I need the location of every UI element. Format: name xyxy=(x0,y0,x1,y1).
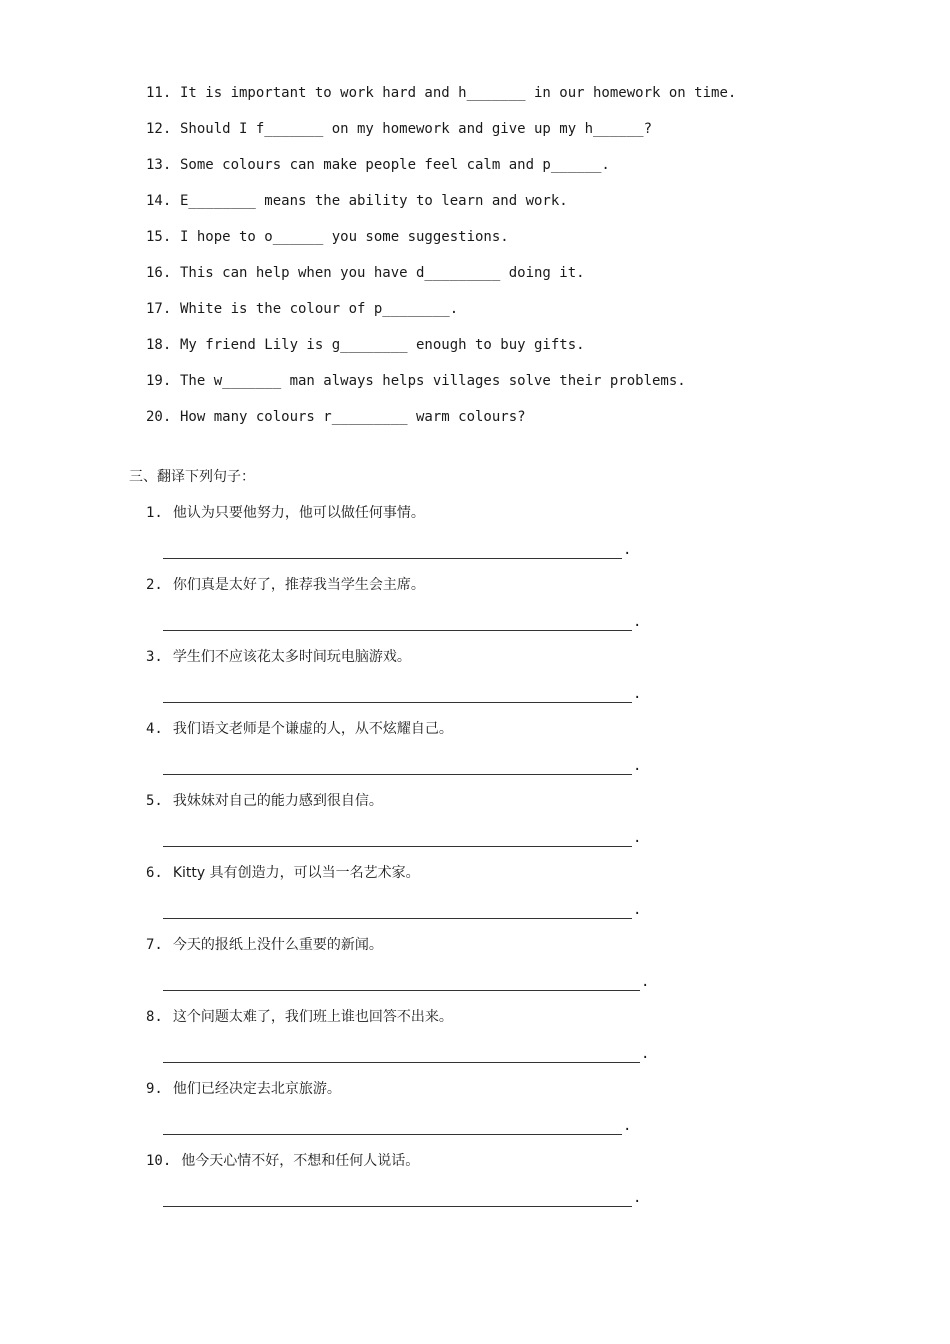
question-text: My friend Lily is g________ enough to buy gifts. xyxy=(180,337,585,353)
answer-line[interactable] xyxy=(163,974,640,991)
answer-line[interactable] xyxy=(163,830,632,847)
question-number: 1. xyxy=(146,505,163,521)
fill-in-item xyxy=(146,118,736,154)
translation-list xyxy=(146,502,650,1222)
translation-item xyxy=(146,502,632,574)
question-text: 我们语文老师是个谦虚的人，从不炫耀自己。 xyxy=(172,721,453,737)
translation-item xyxy=(146,790,642,862)
question-number: 15. xyxy=(146,229,172,245)
answer-period: . xyxy=(633,902,642,918)
answer-line[interactable] xyxy=(163,686,632,703)
question-text: I hope to o______ you some suggestions. xyxy=(180,229,509,245)
fill-in-list xyxy=(146,82,736,442)
question-number: 11. xyxy=(146,85,172,101)
question-number: 13. xyxy=(146,157,172,173)
question-number: 6. xyxy=(146,865,163,881)
translation-prompt xyxy=(146,1006,453,1028)
question-text: 这个问题太难了，我们班上谁也回答不出来。 xyxy=(172,1009,453,1025)
translation-prompt xyxy=(146,502,453,524)
question-text: E________ means the ability to learn and work. xyxy=(180,193,568,209)
translation-item xyxy=(146,934,650,1006)
translation-item xyxy=(146,718,642,790)
translation-prompt xyxy=(146,934,453,956)
answer-period: . xyxy=(623,1118,632,1134)
translation-item xyxy=(146,1006,650,1078)
answer-line[interactable] xyxy=(163,1046,640,1063)
question-number: 5. xyxy=(146,793,163,809)
question-text: 他今天心情不好，不想和任何人说话。 xyxy=(181,1153,420,1169)
question-number: 2. xyxy=(146,577,163,593)
answer-line[interactable] xyxy=(163,1190,632,1207)
question-text: 我妹妹对自己的能力感到很自信。 xyxy=(172,793,383,809)
question-number: 19. xyxy=(146,373,172,389)
translation-prompt xyxy=(146,718,453,740)
question-text: 学生们不应该花太多时间玩电脑游戏。 xyxy=(172,649,411,665)
answer-line[interactable] xyxy=(163,1118,622,1135)
fill-in-item xyxy=(146,406,736,442)
question-number: 9. xyxy=(146,1081,163,1097)
question-text: Kitty 具有创造力，可以当一名艺术家。 xyxy=(172,865,420,881)
translation-item xyxy=(146,646,642,718)
question-number: 3. xyxy=(146,649,163,665)
question-text: It is important to work hard and h_______ in our homework on time. xyxy=(180,85,737,101)
fill-in-item xyxy=(146,298,736,334)
translation-prompt xyxy=(146,1150,453,1172)
question-number: 16. xyxy=(146,265,172,281)
question-text: 今天的报纸上没什么重要的新闻。 xyxy=(172,937,383,953)
question-number: 18. xyxy=(146,337,172,353)
answer-line[interactable] xyxy=(163,758,632,775)
translation-prompt xyxy=(146,862,453,884)
fill-in-item xyxy=(146,82,736,118)
fill-in-item xyxy=(146,226,736,262)
fill-in-item xyxy=(146,334,736,370)
section-title: 三、翻译下列句子： xyxy=(129,469,255,485)
fill-in-item xyxy=(146,154,736,190)
translation-item xyxy=(146,574,642,646)
question-text: Some colours can make people feel calm and p______. xyxy=(180,157,610,173)
question-text: How many colours r_________ warm colours? xyxy=(180,409,526,425)
question-number: 12. xyxy=(146,121,172,137)
translation-item xyxy=(146,1150,642,1222)
fill-in-item xyxy=(146,262,736,298)
question-text: The w_______ man always helps villages solve their problems. xyxy=(180,373,686,389)
question-text: 你们真是太好了，推荐我当学生会主席。 xyxy=(172,577,425,593)
fill-in-item xyxy=(146,190,736,226)
question-number: 4. xyxy=(146,721,163,737)
question-number: 8. xyxy=(146,1009,163,1025)
answer-line[interactable] xyxy=(163,542,622,559)
question-text: White is the colour of p________. xyxy=(180,301,459,317)
question-number: 7. xyxy=(146,937,163,953)
fill-in-item xyxy=(146,370,736,406)
question-text: This can help when you have d_________ doing it. xyxy=(180,265,585,281)
answer-line[interactable] xyxy=(163,902,632,919)
answer-period: . xyxy=(641,974,650,990)
answer-line[interactable] xyxy=(163,614,632,631)
question-text: 他们已经决定去北京旅游。 xyxy=(172,1081,341,1097)
answer-period: . xyxy=(633,758,642,774)
question-number: 14. xyxy=(146,193,172,209)
translation-prompt xyxy=(146,1078,453,1100)
translation-item xyxy=(146,1078,632,1150)
question-text: 他认为只要他努力，他可以做任何事情。 xyxy=(172,505,425,521)
answer-period: . xyxy=(633,686,642,702)
answer-period: . xyxy=(633,614,642,630)
answer-period: . xyxy=(641,1046,650,1062)
translation-prompt xyxy=(146,574,453,596)
translation-item xyxy=(146,862,642,934)
translation-prompt xyxy=(146,790,453,812)
question-text: Should I f_______ on my homework and give up my h______? xyxy=(180,121,653,137)
question-number: 10. xyxy=(146,1153,172,1169)
answer-period: . xyxy=(633,1190,642,1206)
answer-period: . xyxy=(623,542,632,558)
translation-prompt xyxy=(146,646,453,668)
question-number: 20. xyxy=(146,409,172,425)
question-number: 17. xyxy=(146,301,172,317)
answer-period: . xyxy=(633,830,642,846)
